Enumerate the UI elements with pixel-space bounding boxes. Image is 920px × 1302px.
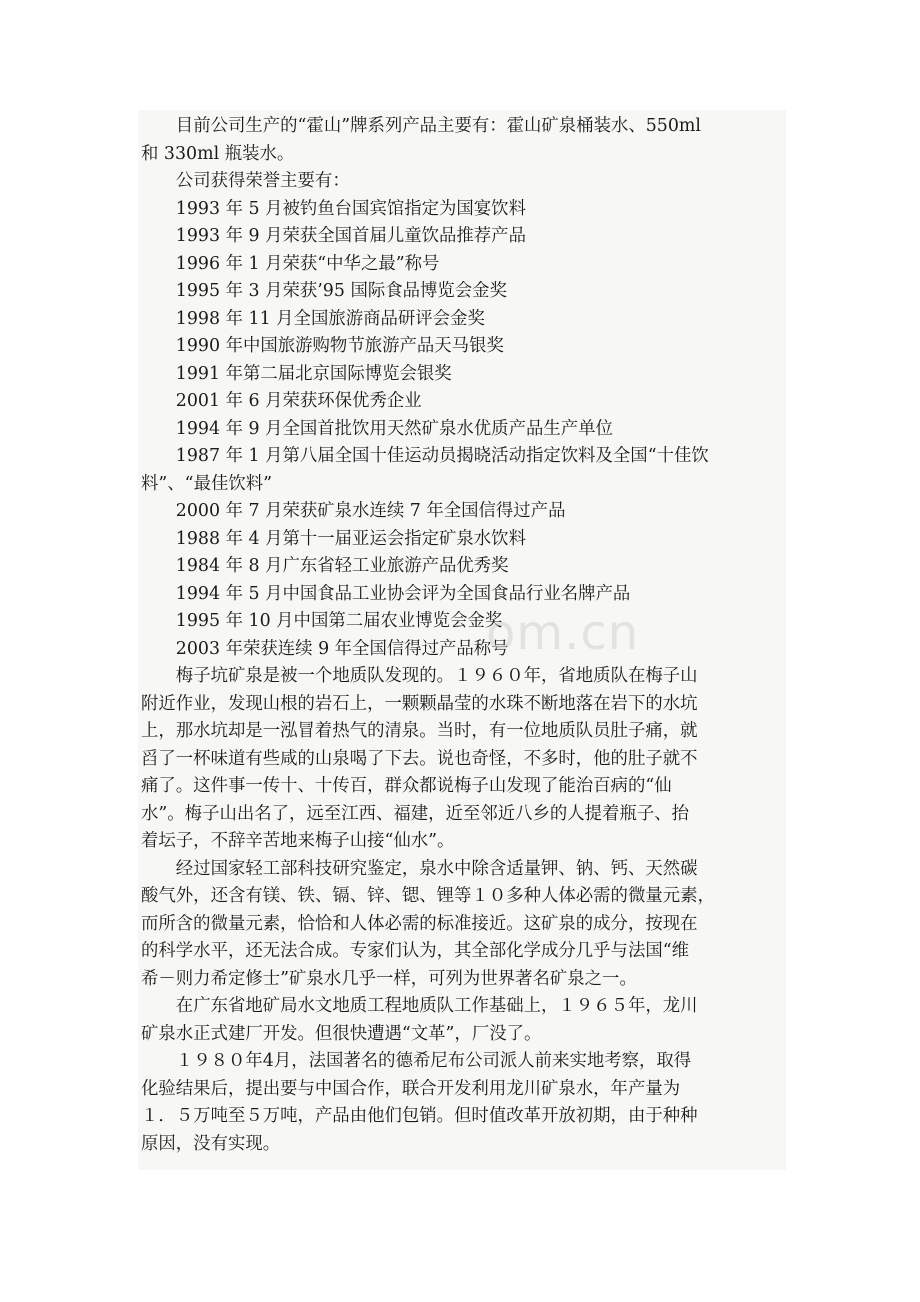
text-line: 而所含的微量元素，恰恰和人体必需的标准接近。这矿泉的成分，按现在 [141, 913, 698, 934]
honor-item: 1998 年 11 月全国旅游商品研评会金奖 [175, 308, 485, 329]
watermark: om.cn [486, 605, 640, 661]
honor-item: 1990 年中国旅游购物节旅游产品天马银奖 [175, 336, 504, 356]
honor-item: 1988 年 4 月第十一届亚运会指定矿泉水饮料 [175, 528, 526, 549]
text-line: 的科学水平，还无法合成。专家们认为，其全部化学成分几乎与法国“维 [141, 941, 690, 961]
text-line: 料”、“最佳饮料” [141, 473, 273, 494]
honor-item: 1984 年 8 月广东省轻工业旅游产品优秀奖 [175, 556, 509, 576]
text-line: １．５万吨至５万吨，产品由他们包销。但时值改革开放初期，由于种种 [141, 1106, 698, 1126]
text-line: 化验结果后，提出要与中国合作，联合开发利用龙川矿泉水，年产量为 [141, 1078, 681, 1099]
honor-item: 1994 年 5 月中国食品工业协会评为全国食品行业名牌产品 [175, 583, 631, 604]
honor-item: 1991 年第二届北京国际博览会银奖 [175, 363, 452, 384]
text-line: 1987 年 1 月第八届全国十佳运动员揭晓活动指定饮料及全国“十佳饮 [175, 446, 709, 466]
factory-paragraph [141, 993, 786, 1048]
text-line: 和 330ml 瓶装水。 [141, 143, 295, 164]
honor-item: 2001 年 6 月荣获环保优秀企业 [175, 391, 422, 411]
honor-item: 1996 年 1 月荣获“中华之最”称号 [175, 253, 440, 274]
honor-item: 1994 年 9 月全国首批饮用天然矿泉水优质产品生产单位 [175, 418, 613, 439]
text-line: １９８０年4月，法国著名的德希尼布公司派人前来实地考察，取得 [175, 1051, 692, 1071]
text-line: 目前公司生产的“霍山”牌系列产品主要有：霍山矿泉桶装水、550ml [175, 116, 701, 136]
text-line: 经过国家轻工部科技研究鉴定，泉水中除含适量钾、钠、钙、天然碳 [175, 858, 698, 879]
honor-item: 1993 年 5 月被钓鱼台国宾馆指定为国宴饮料 [175, 198, 526, 219]
honors-heading: 公司获得荣誉主要有： [175, 171, 350, 191]
text-line: 上，那水坑却是一泓冒着热气的清泉。当时，有一位地质队员肚子痛，就 [141, 721, 698, 741]
text-line: 附近作业，发现山根的岩石上，一颗颗晶莹的水珠不断地落在岩下的水坑 [141, 693, 698, 714]
analysis-paragraph [141, 856, 786, 994]
honor-item: 2000 年 7 月荣获矿泉水连续 7 年全国信得过产品 [175, 501, 566, 521]
text-line: 在广东省地矿局水文地质工程地质队工作基础上，１９６５年，龙川 [175, 996, 698, 1016]
text-line: 水”。梅子山出名了，远至江西、福建，近至邻近八乡的人提着瓶子、抬 [141, 803, 690, 824]
text-line: 希－则力希定修士”矿泉水几乎一样，可列为世界著名矿泉之一。 [141, 968, 637, 989]
honor-item: 1995 年 10 月中国第二届农业博览会金奖 [175, 611, 503, 631]
intro-paragraph [141, 113, 786, 168]
text-line: 痛了。这件事一传十、十传百，群众都说梅子山发现了能治百病的“仙 [141, 776, 672, 796]
document-body [141, 113, 786, 1158]
text-line: 梅子坑矿泉是被一个地质队发现的。１９６０年，省地质队在梅子山 [175, 666, 698, 686]
honor-item-long [141, 443, 786, 498]
text-line: 酸气外，还含有镁、铁、镉、锌、锶、锂等１０多种人体必需的微量元素， [141, 886, 715, 906]
text-line: 矿泉水正式建厂开发。但很快遭遇“文革”，厂没了。 [141, 1023, 542, 1044]
text-line: 舀了一杯味道有些咸的山泉喝了下去。说也奇怪，不多时，他的肚子就不 [141, 748, 698, 769]
text-line: 着坛子，不辞辛苦地来梅子山接“仙水”。 [141, 831, 455, 851]
story-paragraph [141, 663, 786, 856]
honor-item: 2003 年荣获连续 9 年全国信得过产品称号 [175, 638, 509, 659]
cooperation-paragraph [141, 1048, 786, 1158]
text-line: 原因，没有实现。 [141, 1133, 281, 1154]
honor-item: 1993 年 9 月荣获全国首届儿童饮品推荐产品 [175, 226, 526, 246]
honor-item: 1995 年 3 月荣获’95 国际食品博览会金奖 [175, 281, 507, 301]
